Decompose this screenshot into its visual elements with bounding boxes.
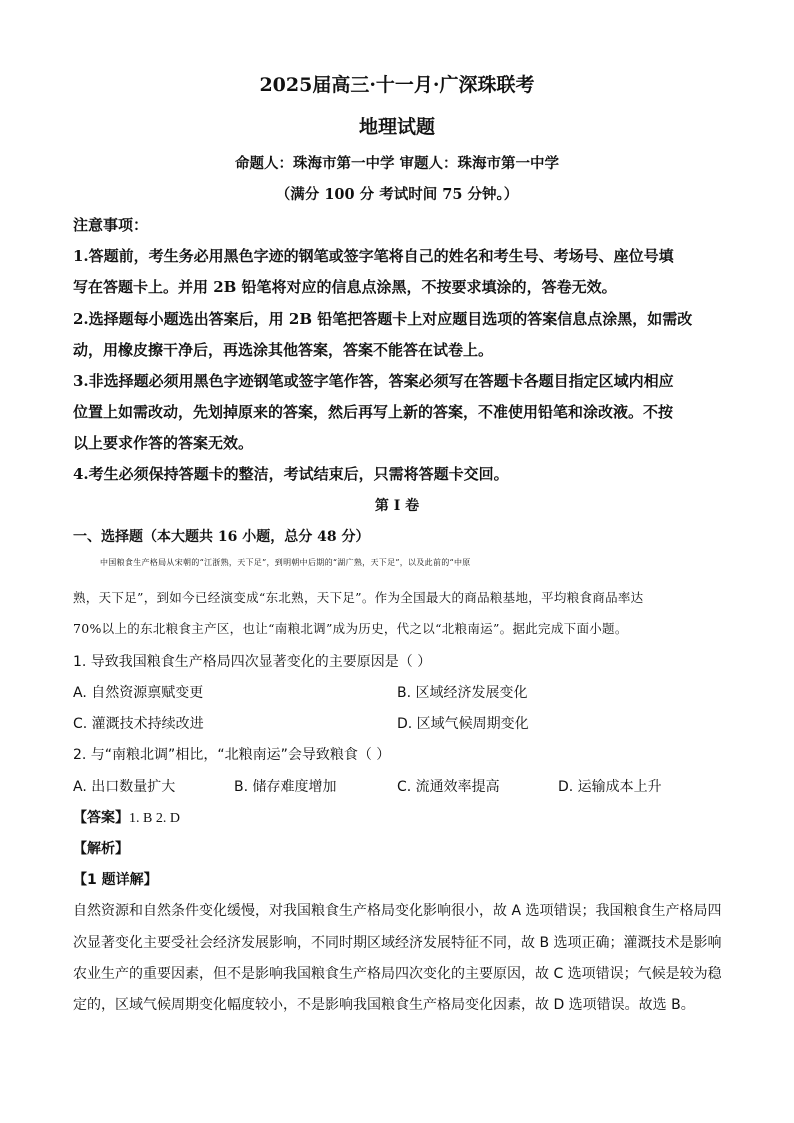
- detail-label: 【1 题详解】: [73, 872, 158, 888]
- q2-option-a: A. 出口数量扩大: [73, 779, 176, 795]
- subject-title: 地理试题: [358, 116, 435, 138]
- passage-line: 70%以上的东北粮食主产区，也让“南粮北调”成为历史，代之以“北粮南运”。据此完成下面小题。: [73, 621, 628, 636]
- notice-line: 1.答题前，考生务必用黑色字迹的钢笔或签字笔将自己的姓名和考生号、考场号、座位号填: [73, 247, 674, 265]
- notice-line: 2.选择题每小题选出答案后，用 2B 铅笔把答题卡上对应题目选项的答案信息点涂黑，如需改: [73, 310, 693, 328]
- q2-option-b: B. 储存难度增加: [234, 779, 337, 795]
- detail-line: 次显著变化主要受社会经济发展影响，不同时期区域经济发展特征不同，故 B 选项正确；灌溉技术是影响: [73, 935, 722, 951]
- section-title: 一、选择题（本大题共 16 小题，总分 48 分）: [73, 529, 370, 545]
- exam-title: 2025届高三·十一月·广深珠联考: [259, 74, 535, 96]
- question-2-stem: 2. 与“南粮北调”相比，“北粮南运”会导致粮食（ ）: [73, 747, 391, 763]
- authors-line: 命题人：珠海市第一中学 审题人：珠海市第一中学: [234, 155, 560, 172]
- q1-option-c: C. 灌溉技术持续改进: [73, 716, 204, 732]
- q1-option-a: A. 自然资源禀赋变更: [73, 685, 204, 701]
- q1-option-b: B. 区域经济发展变化: [397, 685, 528, 701]
- notice-line: 4.考生必须保持答题卡的整洁，考试结束后，只需将答题卡交回。: [73, 465, 509, 483]
- detail-line: 自然资源和自然条件变化缓慢，对我国粮食生产格局变化影响很小，故 A 选项错误；我国粮食生产格局四: [73, 903, 722, 919]
- detail-line: 农业生产的重要因素，但不是影响我国粮食生产格局四次变化的主要原因，故 C 选项错误；气候是较为稳: [73, 966, 722, 982]
- q1-option-d: D. 区域气候周期变化: [397, 716, 529, 732]
- q2-option-c: C. 流通效率提高: [397, 779, 500, 795]
- notice-line: 3.非选择题必须用黑色字迹钢笔或签字笔作答，答案必须写在答题卡各题目指定区域内相应: [73, 372, 674, 390]
- notice-line: 位置上如需改动，先划掉原来的答案，然后再写上新的答案，不准使用铅笔和涂改液。不按: [73, 403, 674, 421]
- answer-line: [73, 807, 180, 827]
- notice-heading: 注意事项：: [73, 216, 149, 234]
- notice-line: 动，用橡皮擦干净后，再选涂其他答案，答案不能答在试卷上。: [73, 341, 494, 359]
- answer-label: 【答案】: [73, 810, 129, 826]
- question-1-stem: 1. 导致我国粮食生产格局四次显著变化的主要原因是（ ）: [73, 654, 432, 670]
- detail-line: 定的，区域气候周期变化幅度较小，不是影响我国粮食生产格局变化因素，故 D 选项错误。故选 B。: [73, 997, 695, 1013]
- volume-label: 第 I 卷: [374, 498, 420, 514]
- answer-value: 1. B 2. D: [129, 811, 180, 826]
- passage-line: 中国粮食生产格局从宋朝的“江浙熟，天下足”，到明朝中后期的“湖广熟，天下足”，以及此前的“中原: [100, 558, 471, 567]
- exam-info: （满分 100 分 考试时间 75 分钟。）: [275, 186, 519, 203]
- q2-option-d: D. 运输成本上升: [558, 779, 662, 795]
- analysis-label: 【解析】: [73, 841, 129, 857]
- passage-line: 熟，天下足”，到如今已经演变成“东北熟，天下足”。作为全国最大的商品粮基地，平均粮食商品率达: [73, 590, 644, 605]
- notice-line: 写在答题卡上。并用 2B 铅笔将对应的信息点涂黑，不按要求填涂的，答卷无效。: [73, 278, 617, 296]
- notice-line: 以上要求作答的答案无效。: [73, 434, 254, 452]
